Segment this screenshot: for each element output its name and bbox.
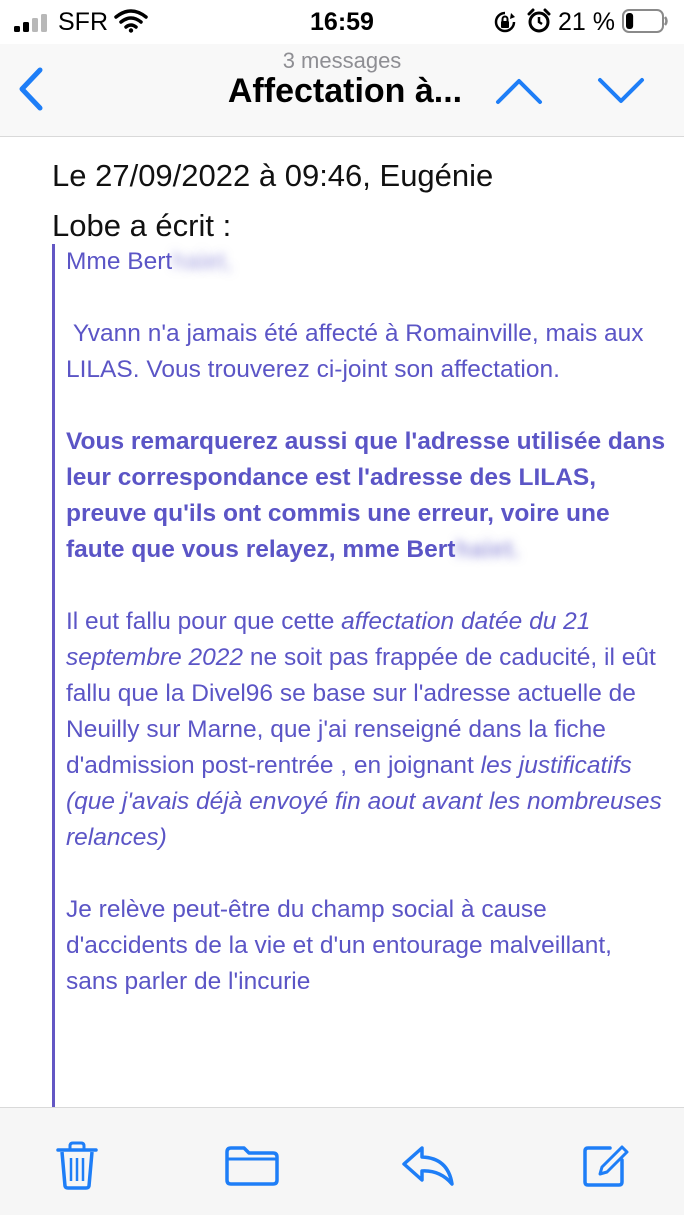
message-body[interactable] <box>0 137 684 1107</box>
rotation-lock-icon <box>493 10 517 34</box>
paragraph: Il eut fallu pour que cette affectation datée du 21 septembre 2022 ne soit pas frappée de caducité, il eût fallu que la Divel96 se base sur l'adresse actuelle de Neuilly sur Marne, que j'ai renseigné dans la fiche d'admission post-rentrée , en joignant les justificatifs (que j'avais déjà envoyé fin aout avant les nombreuses relances) <box>66 608 662 851</box>
redacted-name: haiet. <box>455 536 520 563</box>
carrier-name: SFR <box>58 8 108 36</box>
redacted-name: haiet, <box>172 248 233 275</box>
quoted-message <box>52 244 677 1107</box>
battery-icon <box>622 9 668 33</box>
status-time: 16:59 <box>310 8 374 36</box>
quoted-text <box>66 244 666 1000</box>
previous-message-button[interactable] <box>494 76 544 106</box>
greeting: Mme Berthaiet, <box>66 244 666 280</box>
next-message-button[interactable] <box>596 76 646 106</box>
paragraph: Yvann n'a jamais été affecté à Romainville, mais aux LILAS. Vous trouverez ci-joint son affectation. <box>66 320 651 383</box>
compose-button[interactable] <box>580 1140 630 1190</box>
thread-title: Affectation à... <box>227 72 463 110</box>
bottom-toolbar <box>0 1107 684 1215</box>
paragraph: Je relève peut-être du champ social à cause d'accidents de la vie et d'un entourage malveillant, sans parler de l'incurie <box>66 896 612 995</box>
reply-button[interactable] <box>400 1140 456 1190</box>
status-bar <box>0 0 684 44</box>
message-count: 3 messages <box>282 48 402 73</box>
move-to-folder-button[interactable] <box>224 1140 280 1190</box>
paragraph-bold: Vous remarquerez aussi que l'adresse utilisée dans leur correspondance est l'adresse des LILAS, preuve qu'ils ont commis une erreur, voire une faute que vous relayez, mme Berthaiet. <box>66 424 666 568</box>
attribution-line: Lobe a écrit : <box>52 208 232 243</box>
nav-bar <box>0 44 684 137</box>
attribution-line: Le 27/09/2022 à 09:46, Eugénie <box>52 158 494 193</box>
alarm-icon <box>527 8 551 34</box>
quote-attribution <box>52 151 652 251</box>
battery-percentage: 21 % <box>558 8 615 36</box>
trash-button[interactable] <box>52 1140 102 1190</box>
